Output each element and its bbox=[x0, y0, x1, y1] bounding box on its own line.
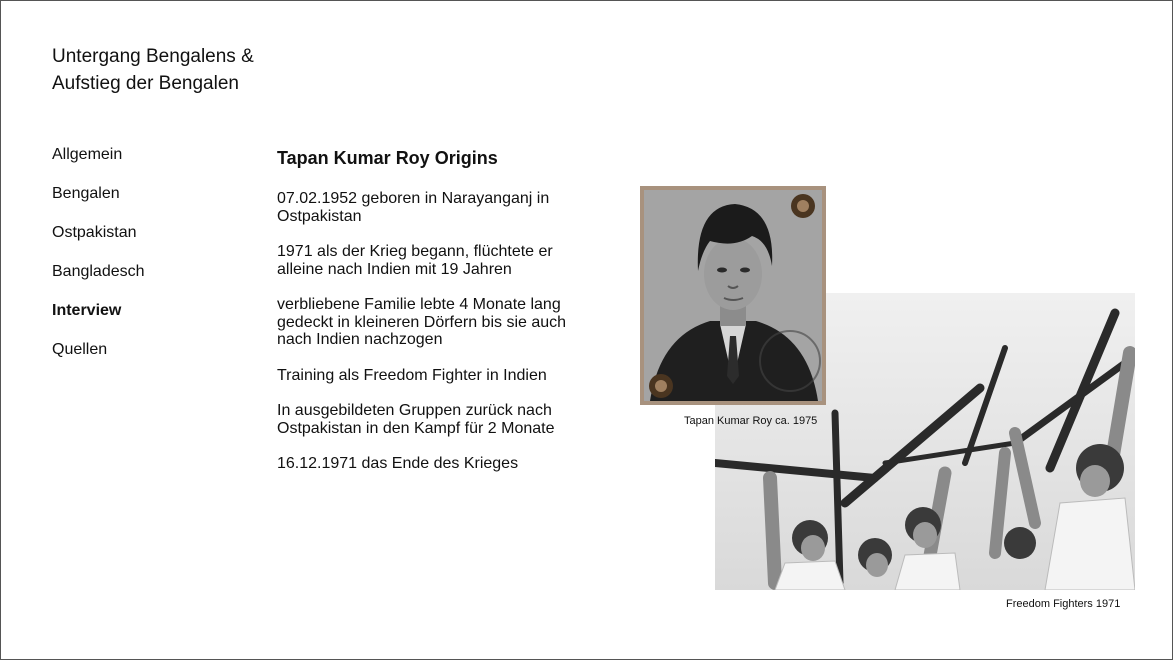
nav-item-ostpakistan[interactable]: Ostpakistan bbox=[52, 224, 137, 241]
article-paragraph-family: verbliebene Familie lebte 4 Monate lang gedeckt in kleineren Dörfern bis sie auch nach Indien nachzogen bbox=[277, 296, 567, 348]
article-paragraph-return: In ausgebildeten Gruppen zurück nach Ostpakistan in den Kampf für 2 Monate bbox=[277, 402, 555, 437]
article-heading: Tapan Kumar Roy Origins bbox=[277, 148, 498, 168]
main-navigation bbox=[52, 145, 145, 379]
portrait-photo bbox=[640, 186, 826, 405]
portrait-caption: Tapan Kumar Roy ca. 1975 bbox=[684, 415, 818, 427]
article-paragraph-flight: 1971 als der Krieg begann, flüchtete er alleine nach Indien mit 19 Jahren bbox=[277, 243, 553, 278]
article-paragraph-end: 16.12.1971 das Ende des Krieges bbox=[277, 455, 519, 472]
nav-item-bengalen[interactable]: Bengalen bbox=[52, 185, 120, 202]
nav-item-quellen[interactable]: Quellen bbox=[52, 341, 108, 358]
nav-item-allgemein[interactable]: Allgemein bbox=[52, 146, 123, 163]
article-content bbox=[277, 147, 597, 491]
site-title-line-2: Aufstieg der Bengalen bbox=[52, 73, 239, 94]
fighters-caption: Freedom Fighters 1971 bbox=[1006, 598, 1121, 610]
site-title-line-1: Untergang Bengalens & bbox=[52, 46, 254, 67]
article-paragraph-birth: 07.02.1952 geboren in Narayanganj in Ostpakistan bbox=[277, 190, 550, 225]
article-paragraph-training: Training als Freedom Fighter in Indien bbox=[277, 366, 547, 384]
site-title[interactable] bbox=[52, 43, 254, 97]
nav-item-interview[interactable]: Interview bbox=[52, 302, 122, 319]
nav-item-bangladesch[interactable]: Bangladesch bbox=[52, 263, 145, 280]
